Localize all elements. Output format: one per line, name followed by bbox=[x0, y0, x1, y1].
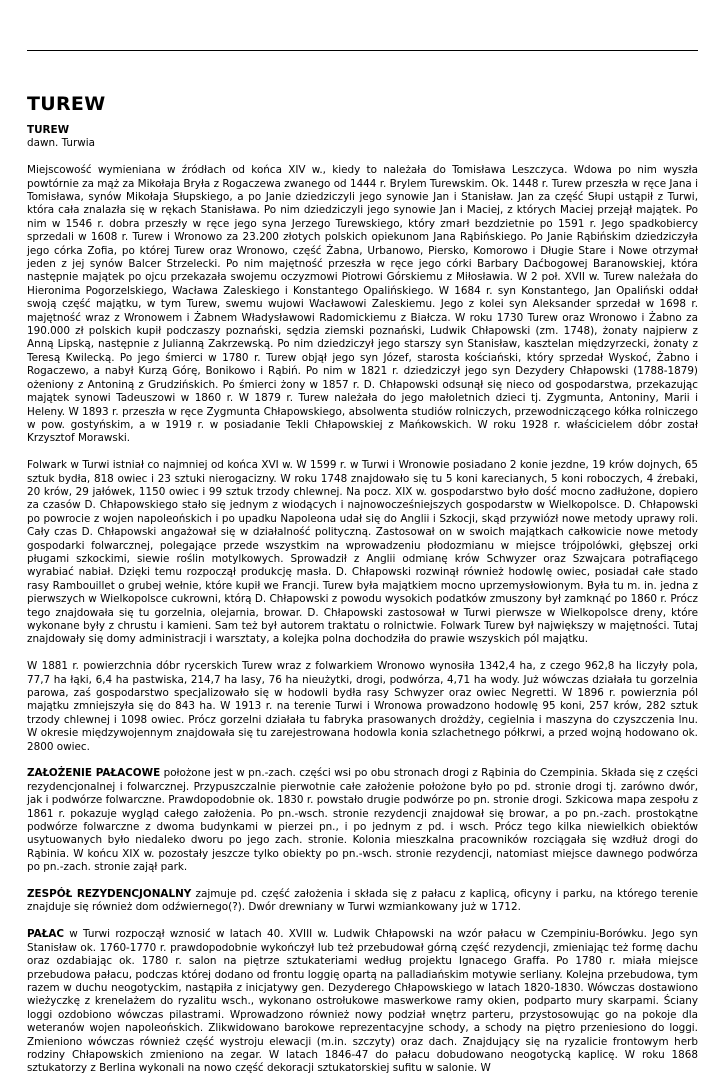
entry-heading: TUREW bbox=[27, 124, 70, 136]
header-rule bbox=[27, 50, 698, 51]
paragraph-lead: ZAŁOŻENIE PAŁACOWE bbox=[27, 767, 161, 780]
paragraph-text: w Turwi rozpoczął wznosić w latach 40. XVIII w. Ludwik Chłapowski na wzór pałacu w Czempiniu-Borówku. Jego syn Stanisław ok. 1760-1770 r. prawdopodobnie wykończył lub też przebudował górną część rezydencji, zmieniając też formę dachu oraz ozdabiając ok. 1780 r. salon na piętrze sztukateriami według projektu Ignacego Graffa. Po 1780 r. miała miejsce przebudowa pałacu, podczas której dodano od frontu loggię opartą na palladiańskim motywie serliany. Kolejna przebudowa, tym razem w duchu neogotyckim, nastąpiła z inicjatywy gen. Dezyderego Chłapowskiego w latach 1820-1830. Wówczas dostawiono wieżyczkę z krenelażem do ryzalitu wsch., wykonano ostrołukowe maswerkowe ramy okien, podparto mury skarpami. Ściany loggi ozdobiono wówczas pilastrami. Wprowadzono również nowy podział wnętrz parteru, przystosowując go na pokoje dla weteranów wojen napoleońskich. Zlikwidowano barokowe reprezentacyjne schody, a schody na piętro przeniesiono do loggi. Zmieniono wówczas również część wystroju elewacji (m.in. szczyty) oraz dach. Znajdujący się na ryzalicie frontowym herb rodziny Chłapowskich zmieniono na zegar. W latach 1846-47 do pałacu dobudowano neogotycką kaplicę. W roku 1868 sztukatorzy z Berlina wykonali na nowo część dekoracji sztukatorskiej sufitu w salonie. W bbox=[27, 928, 698, 1075]
palace-paragraph bbox=[27, 928, 698, 1075]
paragraph-lead: PAŁAC bbox=[27, 928, 65, 941]
palace-complex-paragraph bbox=[27, 767, 698, 874]
paragraph-text: Folwark w Turwi istniał co najmniej od końca XVI w. W 1599 r. w Turwi i Wronowie posiadano 2 konie jezdne, 19 krów dojnych, 65 sztuk bydła, 818 owiec i 23 sztuki nierogacizny. W roku 1748 znajdowało się tu 5 koni karecianych, 5 koni roboczych, 4 źrebaki, 20 krów, 29 jałówek, 1150 owiec i 99 sztuk trzody chlewnej. Na pocz. XIX w. gospodarstwo było dość mocno zadłużone, dopiero za czasów D. Chłapowskiego stało się jednym z wiodących i najnowocześniejszych gospodarstw w Wielkopolsce. D. Chłapowski po powrocie z wojen napoleońskich i po upadku Napoleona udał się do Anglii i Szkocji, skąd przywiózł nowe metody uprawy roli. Cały czas D. Chłapowski angażował się w działalność polityczną. Zastosował on w swoich majątkach całkowicie nowe metody gospodarki folwarcznej, polegające przede wszystkim na wprowadzeniu płodozmianu w miejsce trójpolówki, głębszej orki pługami szkockimi, siewie roślin motylkowych. Sprowadził z Anglii odmianę krów Schwyzer oraz Szwajcara potrafiącego wyrabiać nabiał. Dzięki temu rozpoczął produkcję masła. D. Chłapowski rozwinął również hodowlę owiec, posiadał całe stado rasy Rambouillet o grubej wełnie, które kupił we Francji. Turew była majątkiem mocno uprzemysłowionym. Była tu m. in. jedna z pierwszych w Wielkopolsce cukrowni, którą D. Chłapowski z powodu wysokich podatków zmuszony był zamknąć po 1860 r. Prócz tego znajdowała się tu gorzelnia, olejarnia, browar. D. Chłapowski zastosował w Turwi pierwsze w Wielkopolsce dreny, które wykonane były z chrustu i kamieni. Sam też był autorem traktatu o rolnictwie. Folwark Turew był największy w majętności. Tutaj znajdowały się domy administracji i warsztaty, a kolejka polna dochodziła do prawie wszyskich pól majątku. bbox=[27, 459, 698, 646]
estate-area-paragraph bbox=[27, 660, 698, 754]
paragraph-text: położone jest w pn.-zach. części wsi po obu stronach drogi z Rąbinia do Czempinia. Składa się z części rezydencjonalnej i folwarcznej. Przypuszczalnie pierwotnie całe założenie położone było po pd. stronie drogi tj. zarówno dwór, jak i podwórze folwarczne. Prawdopodobnie ok. 1830 r. powstało drugie podwórze po pn. stronie drogi. Szkicowa mapa zespołu z 1861 r. pokazuje wygląd całego założenia. Po pn.-wsch. stronie rezydencji znajdował się browar, a po pn.-zach. prostokątne podwórze folwarczne z dwoma budynkami w pierzei pn., i po jednym z pd. i wsch. Prócz tego kilka niewielkich obiektów usytuowanych było niedaleko dworu po jego zach. stronie. Kolonia mieszkalna pracowników rozciągała się wzdłuż drogi do Rąbinia. W końcu XIX w. pozostały jeszcze tylko obiekty po pn.-wsch. stronie rezydencji, natomiast miejsce dawnego podwórza po pn.-zach. stronie zajął park. bbox=[27, 767, 698, 874]
farm-paragraph bbox=[27, 459, 698, 647]
document-body bbox=[27, 124, 698, 1089]
document-title: TUREW bbox=[27, 93, 106, 115]
paragraph-text: zajmuje pd. część założenia i składa się z pałacu z kaplicą, oficyny i parku, na którego terenie znajduje się również dom odźwiernego(?). Dwór drewniany w Turwi wzmiankowany już w 1712. bbox=[27, 888, 698, 914]
residential-complex-paragraph bbox=[27, 888, 698, 915]
paragraph-lead: ZESPÓŁ REZYDENCJONALNY bbox=[27, 888, 192, 901]
history-paragraph bbox=[27, 164, 698, 446]
paragraph-text: Miejscowość wymieniana w źródłach od końca XIV w., kiedy to należała do Tomisława Leszczyca. Wdowa po nim wyszła powtórnie za mąż za Mikołaja Bryła z Rogaczewa zwanego od 1444 r. Brylem Turewskim. Ok. 1448 r. Turew przeszła w ręce Jana i Tomisława, synów Mikołaja Słupskiego, a po Janie dziedziczyli jego synowie Jan i Stanisław. Jan za część Słupi ustąpił z Turwi, która cała znalazła się w rękach Stanisława. Po nim dziedziczyli jego synowie Jan i Maciej, z których Maciej przejął majątek. Po nim w 1546 r. dobra przeszły w ręce jego syna Jerzego Turewskiego, który zmarł bezdzietnie po 1591 r. Jego spadkobiercy sprzedali w 1608 r. Turew i Wronowo za 23.200 złotych polskich opiekunom Jana Rąbińskiego. Po Janie Rąbińskim dziedziczyła jego córka Zofia, po której Turew oraz Wronowo, część Żabna, Urbanowo, Piersko, Komorowo i Długie Stare i Nowe otrzymał jeden z jej synów Balcer Strzelecki. Po nim majętność przeszła w ręce jego córki Barbary Daćbogowej Baranowskiej, która następnie majątek po ojcu przekazała swojemu oczyzmowi Piotrowi Górskiemu z Miłosławia. W 2 poł. XVII w. Turew należała do Hieronima Pogorzelskiego, Wacława Zaleskiego i Konstantego Opalińskiego. W 1684 r. syn Konstantego, Jan Opaliński oddał swoją część majątku, w tym Turew, swemu wujowi Wacławowi Zaleskiemu. Jego z kolei syn Aleksander sprzedał w 1698 r. majętność wraz z Wronowem i Żabnem Władysławowi Radomickiemu z Białcza. W roku 1730 Turew oraz Wronowo i Żabno za 190.000 zł polskich kupił podczaszy poznański, sędzia ziemski poznański, Ludwik Chłapowski (zm. 1748), żonaty najpierw z Anną Lipską, następnie z Julianną Zakrzewską. Po nim dziedziczył jego starszy syn Stanisław, kasztelan międzyrzecki, żonaty z Teresą Kwilecką. Po jego śmierci w 1780 r. Turew objął jego syn Józef, starosta kościański, który sprzedał Wyskoć, Żabno i Rogaczewo, a nabył Kurzą Górę, Bonikowo i Rąbiń. Po nim w 1821 r. dziedziczył jego syn Dezydery Chłapowski (1788-1879) ożeniony z Antoniną z Grudzińskich. Po śmierci żony w 1857 r. D. Chłapowski odsunął się nieco od gospodarstwa, przekazując majątek synowi Tadeuszowi w 1860 r. W 1879 r. Turew należała do jego małoletnich dzieci tj. Zygmunta, Antoniny, Marii i Heleny. W 1893 r. przeszła w ręce Zygmunta Chłapowskiego, absolwenta studiów rolniczych, przewodniczącego kółka rolniczego w pow. gostyńskim, a w 1919 r. w posiadanie Tekli Chłapowskiej z Mańkowskich. W roku 1928 r. właścicielem dóbr został Krzysztof Morawski. bbox=[27, 164, 698, 445]
former-name: dawn. Turwia bbox=[27, 137, 96, 150]
paragraph-text: W 1881 r. powierzchnia dóbr rycerskich Turew wraz z folwarkiem Wronowo wynosiła 1342,4 ha, z czego 962,8 ha liczyły pola, 77,7 ha łąki, 6,4 ha pastwiska, 214,7 ha lasy, 76 ha nieużytki, drogi, podwórza, 4,71 ha wody. Już wówczas działała tu gorzelnia parowa, zaś gospodarstwo specjalizowało się w hodowli bydła rasy Schwyzer oraz owiec Negretti. W 1896 r. powierznia pól majątku zmniejszyła się do 843 ha. W 1913 r. na terenie Turwi i Wronowa prowadzono hodowlę 95 koni, 257 krów, 282 sztuk trzody chlewnej i 1098 owiec. Prócz gorzelni działała tu fabryka prasowanych drożdży, cegielnia i maszyna do czyszczenia lnu. W okresie międzywojennym znajdowała się tu zarejestrowana hodowla konia szlachetnego półkrwi, a przed wojną hodowano ok. 2800 owiec. bbox=[27, 660, 698, 753]
